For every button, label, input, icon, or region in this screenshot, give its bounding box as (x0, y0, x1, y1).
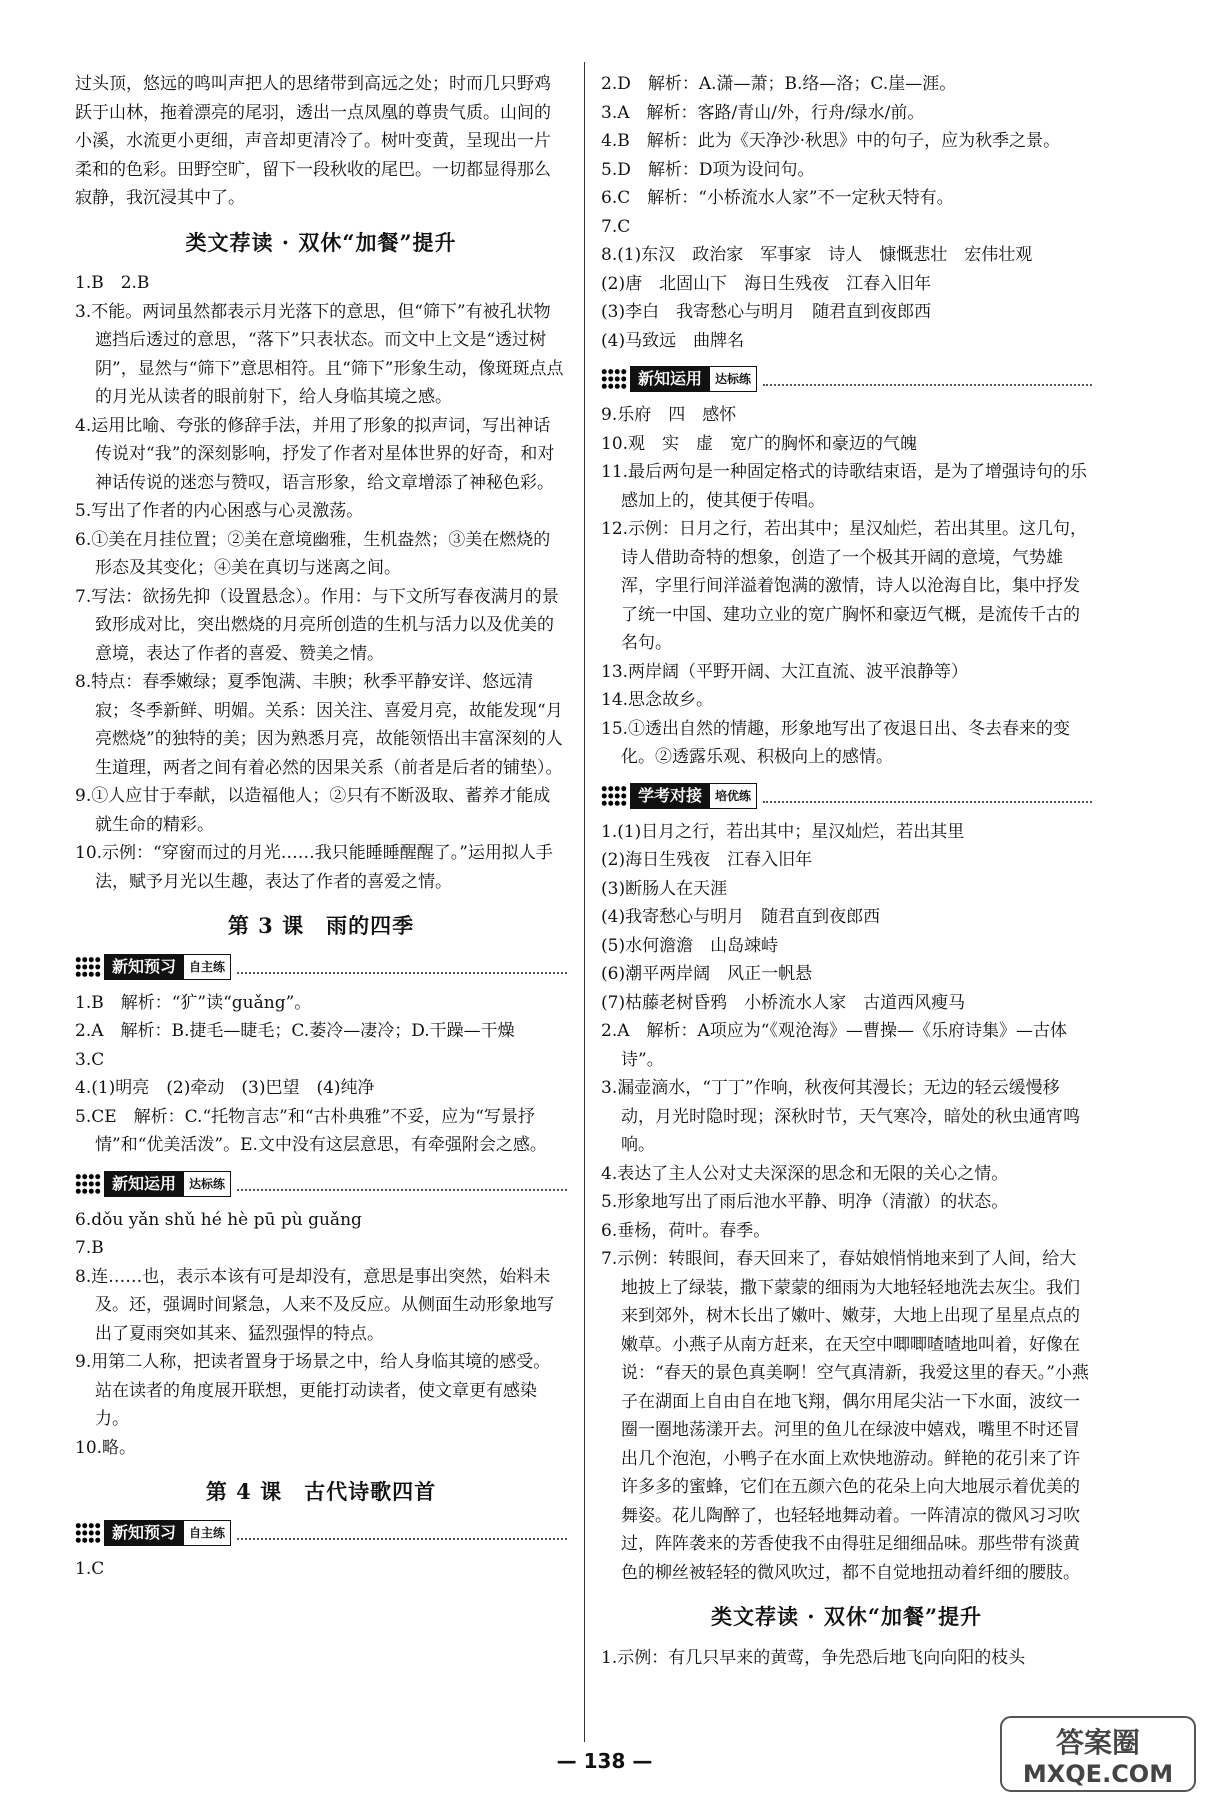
answer-list-reading (75, 269, 567, 896)
answer-item: 9.乐府 四 感怀 (601, 405, 737, 425)
answer-list-l3-apply (75, 1206, 567, 1463)
answer-item: (6)潮平两岸阔 风正一帆悬 (601, 964, 813, 984)
answer-list-l4-apply (601, 401, 1092, 772)
bar-apply-right (601, 365, 1092, 393)
answer-item: 1.B 解析：“犷”读“guǎng”。 (75, 992, 312, 1013)
answer-item: (4)马致远 曲牌名 (601, 330, 745, 351)
answer-item: 7.B (75, 1238, 104, 1258)
dots-icon (75, 1173, 101, 1195)
intro-paragraph: 过头顶，悠远的鸣叫声把人的思绪带到高远之处；时而几只野鸡跃于山林，拖着漂亮的尾羽，透出一点凤凰的尊贵气质。山间的小溪，水流更小更细，声音却更清冷了。树叶变黄，呈现出一片柔和的色彩。田野空旷，留下一段秋收的尾巴。一切都显得那么寂静，我沉浸其中了。 (75, 74, 551, 208)
answer-item: 8.特点：春季嫩绿；夏季饱满、丰腴；秋季平静安详、悠远清寂；冬季新鲜、明媚。关系：因关注、喜爱月亮，故能发现“月亮燃烧”的独特的美；因为熟悉月亮，故能领悟出丰富深刻的人生道理，两者之间有着必然的因果关系（前者是后者的铺垫）。 (75, 672, 563, 778)
answer-item: 6.垂杨，荷叶。春季。 (601, 1220, 771, 1241)
dots-icon (75, 956, 101, 978)
answer-item: 10.示例：“穿窗而过的月光……我只能睡睡醒醒了。”运用拟人手法，赋予月光以生趣，表达了作者的喜爱之情。 (75, 843, 553, 892)
answer-item: (5)水何澹澹 山岛竦峙 (601, 935, 779, 956)
answer-item: 3.C (75, 1049, 105, 1070)
watermark-line1: 答案圈 (1055, 1726, 1141, 1759)
answer-item: 5.形象地写出了雨后池水平静、明净（清澈）的状态。 (601, 1192, 1009, 1212)
answer-item: 7.示例：转眼间，春天回来了，春姑娘悄悄地来到了人间，给大地披上了绿装，撒下蒙蒙的细雨为大地轻轻地洗去灰尘。我们来到郊外，树木长出了嫩叶、嫩芽，大地上出现了星星点点的嫩草。小燕子从南方赶来，在天空中唧唧喳喳地叫着，好像在说：“春天的景色真美啊！空气真清新，我爱这里的春天。”小燕子在湖面上自由自在地飞翔，偶尔用尾尖沾一下水面，波纹一圈一圈地荡漾开去。河里的鱼儿在绿波中嬉戏，嘴里不时还冒出几个泡泡，小鸭子在水面上欢快地游动。鲜艳的花引来了许许多多的蜜蜂，它们在五颜六色的花朵上向大地展示着优美的舞姿。花儿陶醉了，也轻轻地舞动着。一阵清凉的微风习习吹过，阵阵袭来的芳香使我不由得驻足细细品味。那些带有淡黄色的柳丝被轻轻的微风吹过，都不自觉地扭动着纤细的腰肢。 (601, 1249, 1089, 1583)
answer-list-l3-preview (75, 989, 567, 1160)
answer-item: (3)断肠人在天涯 (601, 878, 728, 899)
answer-item: 15.①透出自然的情趣，形象地写出了夜退日出、冬去春来的变化。②透露乐观、积极向上的感情。 (601, 718, 1071, 767)
bar-tag: 培优练 (710, 783, 757, 809)
answer-item: 2.D 解析：A.潇—萧；B.络—洛；C.崖—涯。 (601, 74, 957, 94)
bar-name: 学考对接 (630, 783, 710, 809)
watermark-logo (1000, 1716, 1196, 1792)
answer-item: 1.B 2.B (75, 273, 150, 293)
bar-tail (237, 1177, 567, 1191)
bar-tail (237, 1526, 567, 1540)
answer-item: (4)我寄愁心与明月 随君直到夜郎西 (601, 907, 881, 927)
bar-tail (763, 372, 1092, 386)
answer-item: 9.用第二人称，把读者置身于场景之中，给人身临其境的感受。站在读者的角度展开联想，更能打动读者，使文章更有感染力。 (75, 1352, 551, 1429)
answer-item: 3.A 解析：客路/青山/外，行舟/绿水/前。 (601, 102, 925, 123)
answer-item: 4.(1)明亮 (2)牵动 (3)巴望 (4)纯净 (75, 1078, 375, 1098)
bar-name: 新知预习 (104, 954, 184, 980)
answer-item: 3.不能。两词虽然都表示月光落下的意思，但“筛下”有被孔状物遮挡后透过的意思，“落下”只表状态。而文中上文是“透过树阴”，显然与“筛下”意思相符。且“筛下”形象生动，像斑斑点点的月光从读者的眼前射下，给人身临其境之感。 (75, 301, 564, 407)
answer-item: 11.最后两句是一种固定格式的诗歌结束语，是为了增强诗句的乐感加上的，使其便于传唱。 (601, 462, 1088, 511)
answer-item: 6.①美在月挂位置；②美在意境幽雅，生机盎然；③美在燃烧的形态及其变化；④美在真切与迷离之间。 (75, 529, 551, 578)
answer-item: 5.写出了作者的内心困惑与心灵激荡。 (75, 501, 364, 521)
answer-item: 8.连……也，表示本该有可是却没有，意思是事出突然，始料未及。还，强调时间紧急，人来不及反应。从侧面生动形象地写出了夏雨突如其来、猛烈强悍的特点。 (75, 1266, 554, 1344)
answer-list-l4-preview-cont (601, 70, 1092, 355)
answer-item: 4.表达了主人公对丈夫深深的思念和无限的关心之情。 (601, 1163, 1009, 1184)
bar-exam (601, 782, 1092, 810)
answer-item: 8.(1)东汉 政治家 军事家 诗人 慷慨悲壮 宏伟壮观 (601, 245, 1033, 265)
bar-tag: 自主练 (184, 1520, 231, 1546)
answer-item: 1.C (75, 1558, 105, 1579)
answer-item: (2)海日生残夜 江春入旧年 (601, 850, 813, 870)
answer-item: 10.略。 (75, 1437, 137, 1458)
bar-tag: 自主练 (184, 954, 231, 980)
answer-item: 12.示例：日月之行，若出其中；星汉灿烂，若出其里。这几句，诗人借助奇特的想象，创造了一个极其开阔的意境，气势雄浑，字里行间洋溢着饱满的激情，诗人以沧海自比，集中抒发了统一中国、建功立业的宽广胸怀和豪迈气概，是流传千古的名句。 (601, 519, 1088, 653)
lesson-3-title: 第 3 课 雨的四季 (227, 913, 415, 938)
bar-name: 新知运用 (104, 1171, 184, 1197)
answer-item: 9.①人应甘于奉献，以造福他人；②只有不断汲取、蓄养才能成就生命的精彩。 (75, 786, 551, 835)
answer-item: 3.漏壶滴水，“丁丁”作响，秋夜何其漫长；无边的轻云缓慢移动，月光时隐时现；深秋时节，天气寒冷，暗处的秋虫通宵鸣响。 (601, 1078, 1080, 1155)
bar-tag: 达标练 (184, 1171, 231, 1197)
answer-item: (3)李白 我寄愁心与明月 随君直到夜郎西 (601, 302, 932, 322)
answer-list-l4-exam (601, 818, 1092, 1588)
answer-list-reading-2 (601, 1644, 1092, 1673)
bar-name: 新知运用 (630, 366, 710, 392)
bar-tail (237, 960, 567, 974)
bar-name: 新知预习 (104, 1520, 184, 1546)
dots-icon (601, 785, 627, 807)
answer-item: (7)枯藤老树昏鸦 小桥流水人家 古道西风瘦马 (601, 992, 966, 1013)
answer-item: 4.运用比喻、夸张的修辞手法，并用了形象的拟声词，写出神话传说对“我”的深刻影响，抒发了作者对星体世界的好奇，和对神话传说的迷恋与赞叹，语言形象，给文章增添了神秘色彩。 (75, 415, 555, 493)
answer-item: (2)唐 北固山下 海日生残夜 江春入旧年 (601, 273, 932, 294)
answer-item: 7.C (601, 216, 631, 237)
section-title-reading-2: 类文荐读 · 双休“加餐”提升 (710, 1604, 983, 1629)
right-column (601, 70, 1092, 1672)
answer-item: 1.示例：有几只早来的黄莺，争先恐后地飞向向阳的枝头 (601, 1647, 1026, 1668)
page-number: — 138 — (556, 1749, 653, 1773)
answer-item: 5.CE 解析：C.“托物言志”和“古朴典雅”不妥，应为“写景抒情”和“优美活泼”。E.文中没有这层意思，有牵强附会之感。 (75, 1106, 547, 1155)
answer-item: 10.观 实 虚 宽广的胸怀和豪迈的气魄 (601, 433, 918, 454)
answer-list-l4-preview (75, 1555, 567, 1584)
answer-item: 2.A 解析：B.捷毛—睫毛；C.萎冷—凄冷；D.干躁—干燥 (75, 1021, 515, 1041)
answer-item: 7.写法：欲扬先抑（设置悬念）。作用：与下文所写春夜满月的景致形成对比，突出燃烧的月亮所创造的生机与活力以及优美的意境，表达了作者的喜爱、赞美之情。 (75, 586, 559, 664)
bar-tag: 达标练 (710, 366, 757, 392)
answer-item: 1.(1)日月之行，若出其中；星汉灿烂，若出其里 (601, 821, 965, 842)
answer-item: 2.A 解析：A项应为“《观沧海》—曹操—《乐府诗集》—古体诗”。 (601, 1021, 1067, 1070)
bar-preview-2 (75, 1519, 567, 1547)
dots-icon (75, 1522, 101, 1544)
answer-item: 6.C 解析：“小桥流水人家”不一定秋天特有。 (601, 188, 954, 208)
answer-item: 4.B 解析：此为《天净沙·秋思》中的句子，应为秋季之景。 (601, 131, 1061, 151)
answer-item: 6.dǒu yǎn shǔ hé hè pū pù guǎng (75, 1209, 362, 1230)
answer-item: 5.D 解析：D项为设问句。 (601, 159, 815, 180)
answer-item: 13.两岸阔（平野开阔、大江直流、波平浪静等） (601, 661, 969, 682)
column-divider (584, 62, 585, 1742)
left-column (75, 70, 567, 1583)
watermark-line2: MXQE.COM (1022, 1760, 1174, 1788)
lesson-4-title: 第 4 课 古代诗歌四首 (205, 1479, 437, 1504)
answer-item: 14.思念故乡。 (601, 690, 714, 710)
bar-tail (763, 789, 1092, 803)
dots-icon (601, 368, 627, 390)
bar-apply (75, 1170, 567, 1198)
bar-preview (75, 953, 567, 981)
section-title-reading: 类文荐读 · 双休“加餐”提升 (185, 229, 457, 255)
